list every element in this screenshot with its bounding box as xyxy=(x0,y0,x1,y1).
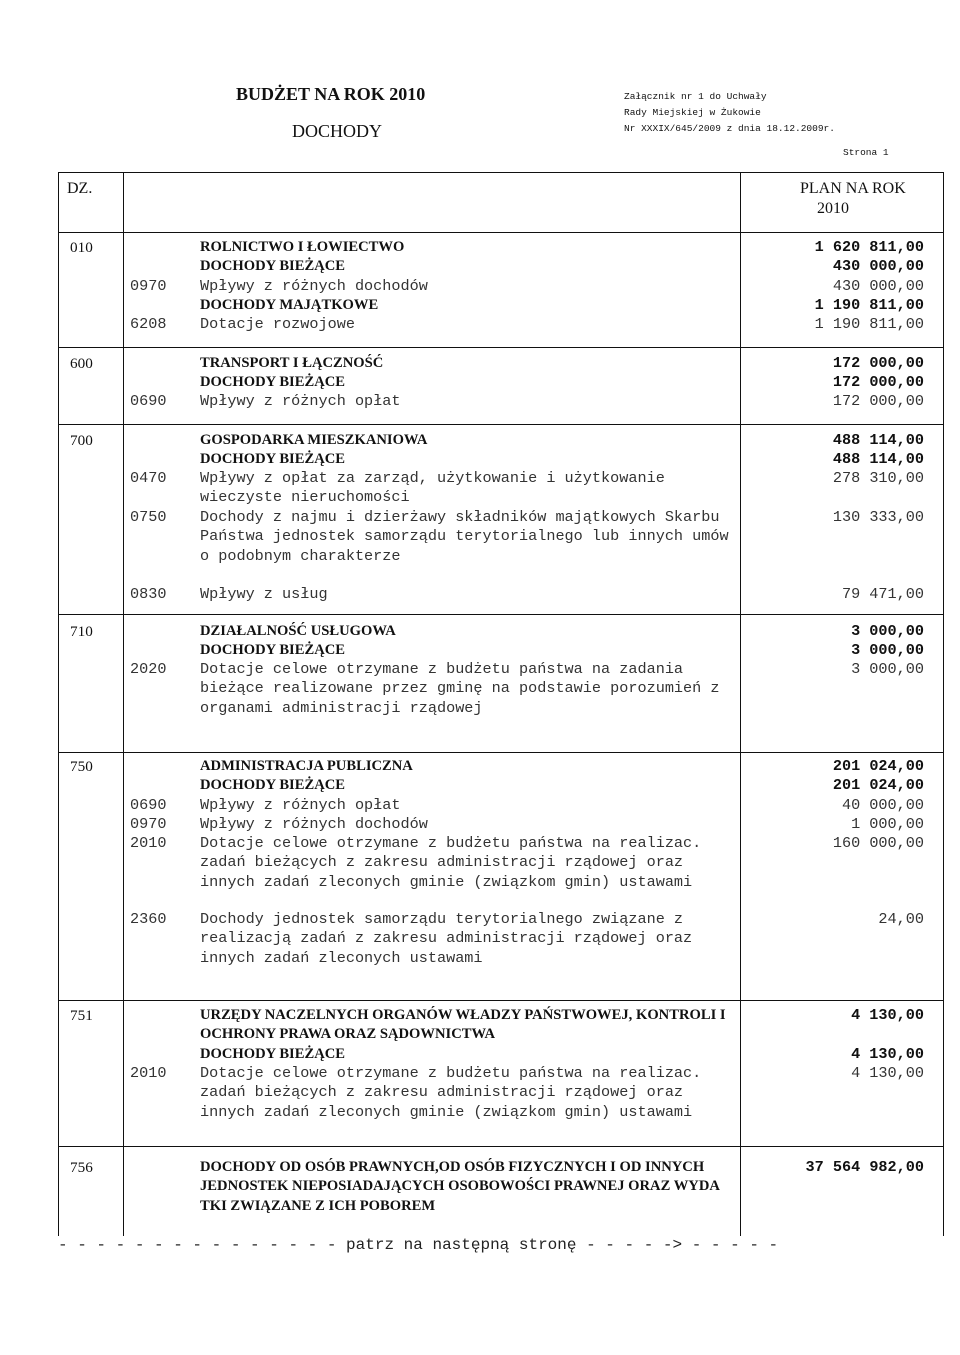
column-header-dz: DZ. xyxy=(67,180,93,197)
plan-value: 201 024,00 xyxy=(832,776,924,794)
document-subtitle: DOCHODY xyxy=(292,121,382,141)
income-description: Dotacje celowe otrzymane z budżetu państwa na realizac. zadań bieżących z zakresu administracji rządowej oraz innych zadań zleconych gminie (związkom gmin) ustawami xyxy=(200,834,702,891)
classification-code: 0470 xyxy=(130,469,167,487)
resolution-note-2: Rady Miejskiej w Żukowie xyxy=(624,107,761,118)
plan-value: 24,00 xyxy=(878,910,924,928)
section-divider xyxy=(58,752,944,753)
classification-code: 0830 xyxy=(130,585,167,603)
income-description: Dotacje celowe otrzymane z budżetu państwa na zadania bieżące realizowane przez gminę na podstawie porozumień z organami administracji rządowej xyxy=(200,660,720,717)
income-description: Wpływy z różnych dochodów xyxy=(200,277,428,295)
section-divider xyxy=(58,1146,944,1147)
classification-code: 0750 xyxy=(130,508,167,526)
document-title: BUDŻET NA ROK 2010 xyxy=(236,84,426,104)
section-divider xyxy=(58,424,944,425)
income-description: Wpływy z usług xyxy=(200,585,328,603)
section-number: 600 xyxy=(70,355,93,372)
header-divider xyxy=(58,232,944,233)
section-divider xyxy=(58,347,944,348)
plan-value: 278 310,00 xyxy=(832,469,924,487)
plan-value: 488 114,00 xyxy=(832,431,924,449)
plan-value: 1 190 811,00 xyxy=(814,296,924,314)
continued-note: - - - - - - - - - - - - - - - patrz na następną stronę - - - - -> - - - - - xyxy=(58,1236,779,1254)
section-number: 010 xyxy=(70,239,93,256)
section-heading: DZIAŁALNOŚĆ USŁUGOWA xyxy=(200,623,396,639)
plan-value: 4 130,00 xyxy=(851,1006,924,1024)
plan-value: 488 114,00 xyxy=(832,450,924,468)
income-description: Wpływy z opłat za zarząd, użytkowanie i użytkowanie wieczyste nieruchomości xyxy=(200,469,665,507)
column-divider-dz xyxy=(123,172,124,1236)
section-divider xyxy=(58,1000,944,1001)
section-number: 756 xyxy=(70,1159,93,1176)
column-divider-plan xyxy=(740,172,741,1236)
plan-value: 1 190 811,00 xyxy=(814,315,924,333)
plan-value: 430 000,00 xyxy=(832,257,924,275)
column-header-plan: PLAN NA ROK xyxy=(800,180,906,197)
income-description: Dochody jednostek samorządu terytorialnego związane z realizacją zadań z zakresu administracji rządowej oraz innych zadań zleconych ustawami xyxy=(200,910,693,967)
classification-code: 2360 xyxy=(130,910,167,928)
resolution-note-1: Załącznik nr 1 do Uchwały xyxy=(624,91,767,102)
plan-value: 1 000,00 xyxy=(851,815,924,833)
section-heading: GOSPODARKA MIESZKANIOWA xyxy=(200,432,428,448)
section-heading: DOCHODY BIEŻĄCE xyxy=(200,1046,346,1062)
section-heading: DOCHODY BIEŻĄCE xyxy=(200,642,346,658)
classification-code: 2020 xyxy=(130,660,167,678)
plan-value: 172 000,00 xyxy=(832,392,924,410)
income-description: Dotacje celowe otrzymane z budżetu państwa na realizac. zadań bieżących z zakresu administracji rządowej oraz innych zadań zleconych gminie (związkom gmin) ustawami xyxy=(200,1064,702,1121)
section-heading: URZĘDY NACZELNYCH ORGANÓW WŁADZY PAŃSTWOWEJ, KONTROLI I OCHRONY PRAWA ORAZ SĄDOWNICTWA xyxy=(200,1007,726,1043)
income-description: Wpływy z różnych dochodów xyxy=(200,815,428,833)
section-heading: DOCHODY BIEŻĄCE xyxy=(200,777,346,793)
section-heading: ADMINISTRACJA PUBLICZNA xyxy=(200,758,413,774)
section-number: 700 xyxy=(70,432,93,449)
plan-value: 130 333,00 xyxy=(832,508,924,526)
section-heading: DOCHODY BIEŻĄCE xyxy=(200,451,346,467)
plan-value: 430 000,00 xyxy=(832,277,924,295)
classification-code: 6208 xyxy=(130,315,167,333)
plan-value: 172 000,00 xyxy=(832,373,924,391)
page-number: Strona 1 xyxy=(843,147,889,158)
plan-value: 4 130,00 xyxy=(851,1045,924,1063)
section-divider xyxy=(58,614,944,615)
classification-code: 0690 xyxy=(130,796,167,814)
section-heading: ROLNICTWO I ŁOWIECTWO xyxy=(200,239,405,255)
plan-value: 3 000,00 xyxy=(851,622,924,640)
resolution-note-3: Nr XXXIX/645/2009 z dnia 18.12.2009r. xyxy=(624,123,835,134)
section-number: 750 xyxy=(70,758,93,775)
plan-value: 3 000,00 xyxy=(851,641,924,659)
income-description: Wpływy z różnych opłat xyxy=(200,796,401,814)
section-heading: DOCHODY MAJĄTKOWE xyxy=(200,297,379,313)
plan-value: 3 000,00 xyxy=(851,660,924,678)
income-description: Dotacje rozwojowe xyxy=(200,315,355,333)
income-description: Dochody z najmu i dzierżawy składników majątkowych Skarbu Państwa jednostek samorządu terytorialnego lub innych umów o podobnym charakterze xyxy=(200,508,729,565)
section-heading: TRANSPORT I ŁĄCZNOŚĆ xyxy=(200,355,384,371)
plan-value: 79 471,00 xyxy=(841,585,924,603)
income-description: Wpływy z różnych opłat xyxy=(200,392,401,410)
section-heading: DOCHODY OD OSÓB PRAWNYCH,OD OSÓB FIZYCZNYCH I OD INNYCH JEDNOSTEK NIEPOSIADAJĄCYCH OSOBOWOŚCI PRAWNEJ ORAZ WYDA TKI ZWIĄZANE Z ICH POBOREM xyxy=(200,1159,720,1214)
classification-code: 0690 xyxy=(130,392,167,410)
plan-value: 160 000,00 xyxy=(832,834,924,852)
plan-value: 172 000,00 xyxy=(832,354,924,372)
section-heading: DOCHODY BIEŻĄCE xyxy=(200,374,346,390)
plan-value: 201 024,00 xyxy=(832,757,924,775)
section-number: 751 xyxy=(70,1007,93,1024)
section-heading: DOCHODY BIEŻĄCE xyxy=(200,258,346,274)
classification-code: 2010 xyxy=(130,1064,167,1082)
column-header-year: 2010 xyxy=(817,200,849,217)
plan-value: 40 000,00 xyxy=(841,796,924,814)
section-number: 710 xyxy=(70,623,93,640)
classification-code: 0970 xyxy=(130,815,167,833)
plan-value: 4 130,00 xyxy=(851,1064,924,1082)
plan-value: 1 620 811,00 xyxy=(814,238,924,256)
classification-code: 2010 xyxy=(130,834,167,852)
classification-code: 0970 xyxy=(130,277,167,295)
plan-value: 37 564 982,00 xyxy=(805,1158,924,1176)
